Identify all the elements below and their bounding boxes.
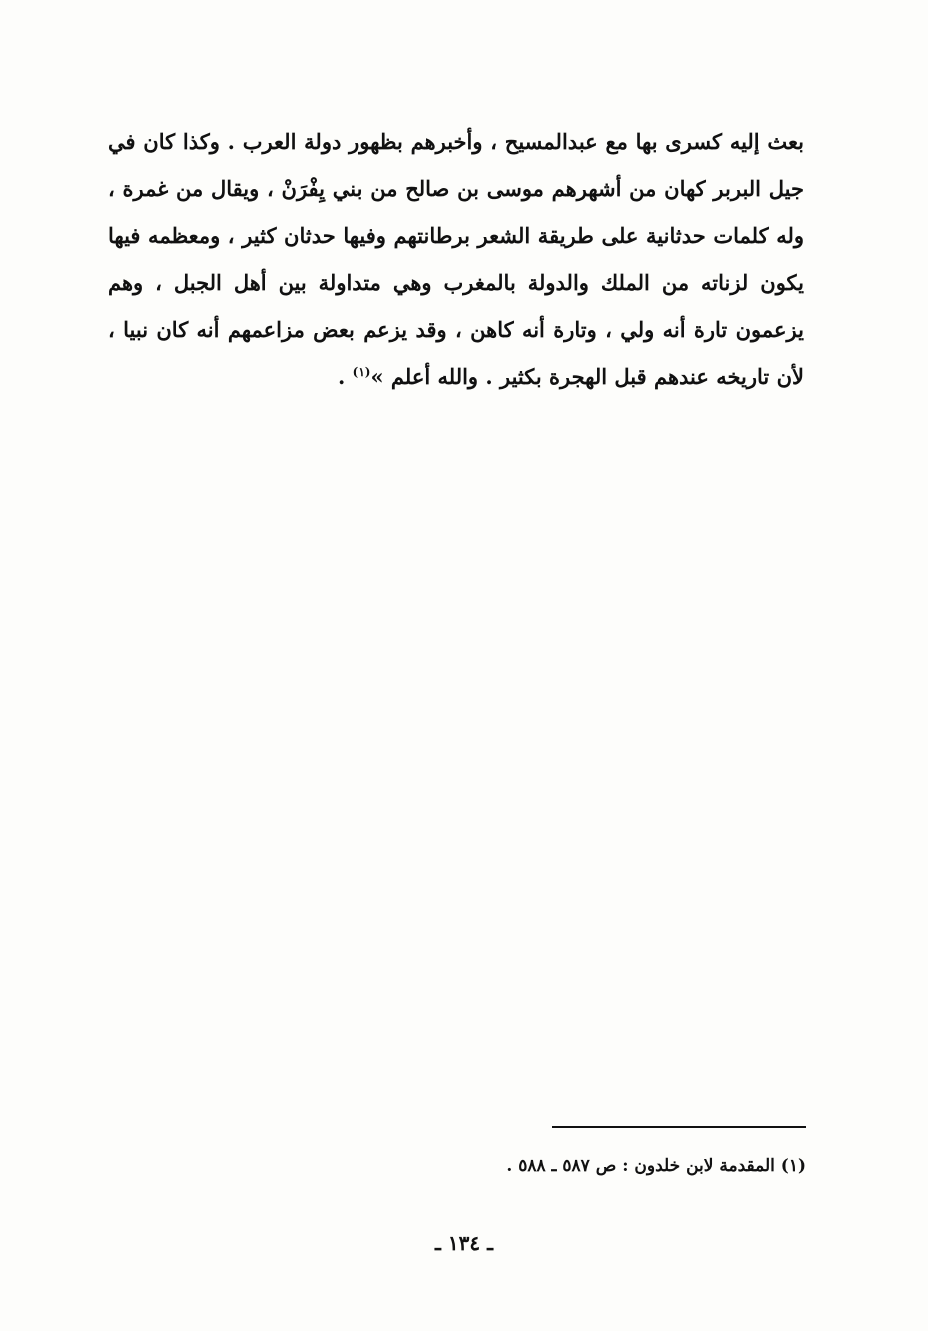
paragraph-line-6: [108, 353, 804, 400]
footnote-separator: [552, 1126, 806, 1128]
footnote: (١) المقدمة لابن خلدون : ص ٥٨٧ ـ ٥٨٨ .: [506, 1156, 806, 1176]
paragraph-line-2: جيل البربر كهان من أشهرهم موسى بن صالح من بني يِفْرَنْ ، ويقال من غمرة ،: [108, 176, 804, 201]
footnote-reference: (١): [352, 365, 371, 379]
paragraph-line-4: يكون لزناته من الملك والدولة بالمغرب وهي متداولة بين أهل الجبل ، وهم: [108, 270, 804, 295]
paragraph-line-1: بعث إليه كسرى بها مع عبدالمسيح ، وأخبرهم بظهور دولة العرب . وكذا كان في: [108, 129, 804, 154]
paragraph-line-5: يزعمون تارة أنه ولي ، وتارة أنه كاهن ، وقد يزعم بعض مزاعمهم أنه كان نبيا ،: [108, 317, 804, 342]
paragraph-line-6-text: لأن تاريخه عندهم قبل الهجرة بكثير . والله أعلم »: [370, 364, 804, 389]
paragraph-line-3: وله كلمات حدثانية على طريقة الشعر برطانتهم وفيها حدثان كثير ، ومعظمه فيها: [108, 223, 804, 248]
paragraph-closing: .: [338, 364, 353, 389]
main-paragraph: [108, 118, 804, 400]
page-number: ـ ١٣٤ ـ: [435, 1231, 493, 1255]
